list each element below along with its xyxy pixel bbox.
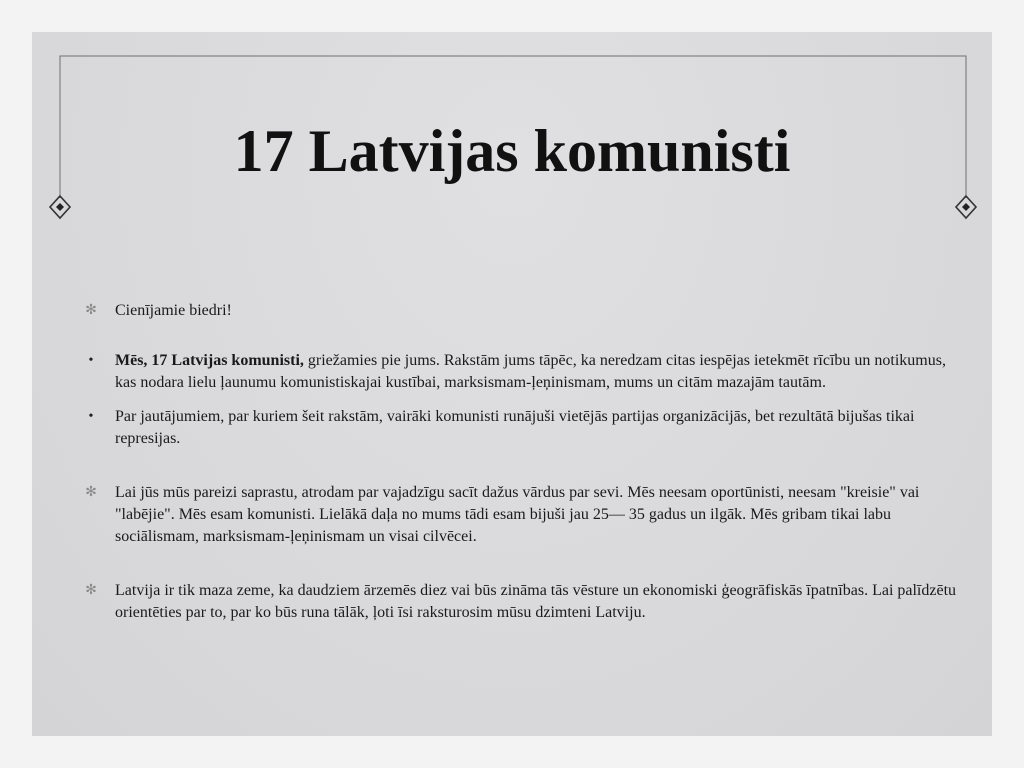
list-item-bold-text: Mēs, 17 Latvijas komunisti,	[115, 352, 304, 369]
asterisk-bullet-icon: ✻	[85, 485, 97, 500]
list-item	[82, 580, 962, 624]
slide-title: 17 Latvijas komunisti	[233, 118, 791, 184]
list-item	[82, 406, 962, 450]
list-item-text: Cienījamie biedri!	[115, 302, 232, 319]
diamond-ornament-icon	[50, 196, 70, 218]
slide-content	[82, 300, 962, 624]
diamond-ornament-icon	[956, 196, 976, 218]
slide	[32, 32, 992, 736]
asterisk-bullet-icon: ✻	[85, 583, 97, 598]
dot-bullet-icon: •	[88, 353, 94, 368]
list-item	[82, 482, 962, 548]
list-item-text: Lai jūs mūs pareizi saprastu, atrodam par vajadzīgu sacīt dažus vārdus par sevi. Mēs neesam oportūnisti, neesam "kreisie" vai "labējie". Mēs esam komunisti. Lielākā daļa no mums tādi esam bijuši jau 25— 35 gadus un ilgāk. Mēs gribam tikai labu sociālismam, marksismam-ļeņinismam un visai cilvēcei.	[115, 484, 920, 545]
list-item-text: Par jautājumiem, par kuriem šeit rakstām, vairāki komunisti runājuši vietējās partijas organizācijās, bet rezultātā bijušas tikai represijas.	[115, 408, 915, 447]
asterisk-bullet-icon: ✻	[85, 303, 97, 318]
list-item	[82, 300, 962, 322]
list-item-text: Latvija ir tik maza zeme, ka daudziem ārzemēs diez vai būs zināma tās vēsture un ekonomiski ģeogrāfiskās īpatnības. Lai palīdzētu orientēties par to, par ko būs runa tālāk, ļoti īsi raksturosim mūsu dzimteni Latviju.	[115, 582, 957, 621]
list-item	[82, 350, 962, 394]
list-item-text: griežamies pie jums. Rakstām jums tāpēc, ka neredzam citas iespējas ietekmēt rīcību un notikumus, kas nodara lielu ļaunumu komunistiskajai kustībai, marksismam-ļeņinismam, mums un citām mazajām tautām.	[115, 352, 946, 391]
dot-bullet-icon: •	[88, 409, 94, 424]
